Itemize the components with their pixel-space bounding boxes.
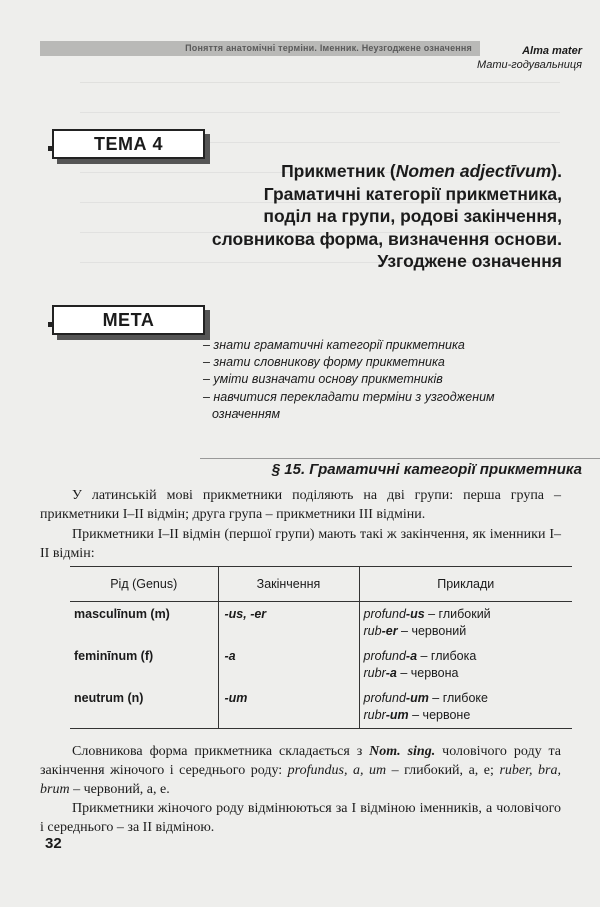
ending-cell: -us, -er bbox=[218, 602, 359, 645]
example-cell: profund-us – глибокий rub-er – червоний bbox=[359, 602, 572, 645]
ending-cell: -a bbox=[218, 644, 359, 686]
table-row bbox=[70, 644, 572, 686]
paragraph-4: Прикметники жіночого роду відмінюються за І відміною іменників, а чоловічого і середнього – за ІІ відміною. bbox=[40, 801, 561, 835]
goal-item: – навчитися перекладати терміни з узгодженим bbox=[203, 389, 495, 404]
title-line-1: Прикметник (Nomen adjectīvum). bbox=[281, 161, 562, 181]
gender-cell: feminīnum (f) bbox=[74, 649, 154, 663]
goals-list bbox=[203, 337, 563, 423]
goal-item: означенням bbox=[212, 406, 281, 421]
table-header-cell: Приклади bbox=[359, 567, 572, 602]
endings-table bbox=[70, 566, 572, 729]
ending-cell: -um bbox=[218, 686, 359, 729]
example-cell: profund-a – глибока rubr-a – червона bbox=[359, 644, 572, 686]
section-heading: § 15. Граматичні категорії прикметника bbox=[271, 461, 582, 478]
running-header: Поняття анатомічні терміни. Іменник. Неузгоджене означення bbox=[40, 41, 480, 56]
gender-cell: masculīnum (m) bbox=[74, 607, 170, 621]
title-line-5: Узгоджене означення bbox=[377, 251, 562, 271]
table-row bbox=[70, 686, 572, 729]
example-cell: profund-um – глибоке rubr-um – червоне bbox=[359, 686, 572, 729]
gender-cell: neutrum (n) bbox=[74, 691, 144, 705]
title-line-2: Граматичні категорії прикметника, bbox=[263, 183, 562, 204]
title-line-3: поділ на групи, родові закінчення, bbox=[263, 206, 562, 226]
topic-tab: ТЕМА 4 bbox=[52, 129, 205, 159]
paragraph-3: Словникова форма прикметника складається з Nom. sing. чоловічого роду та закінчення жіночого і середнього роду: profundus, a, um – глибокий, а, е; ruber, bra, brum – червоний, а, е. bbox=[40, 744, 562, 797]
table-header-cell: Рід (Genus) bbox=[110, 577, 178, 591]
table-header-row bbox=[70, 567, 572, 602]
header-alma-mater: Alma mater bbox=[522, 45, 582, 57]
goal-tab: МЕТА bbox=[52, 305, 205, 335]
section-rule bbox=[200, 458, 600, 459]
paragraph-1: У латинській мові прикметники поділяють на дві групи: перша група – прикметники І–ІІ відмін; друга група – прикметники ІІІ відміни. bbox=[40, 488, 561, 522]
goal-item: – уміти визначати основу прикметників bbox=[203, 372, 443, 387]
topic-title bbox=[162, 160, 562, 273]
title-latin-term: Nomen adjectīvum bbox=[395, 161, 552, 181]
goal-item: – знати граматичні категорії прикметника bbox=[203, 338, 465, 352]
title-line-4: словникова форма, визначення основи. bbox=[211, 228, 562, 249]
table-row bbox=[70, 602, 572, 645]
table-header-cell: Закінчення bbox=[218, 567, 359, 602]
paragraph-2: Прикметники І–ІІ відмін (першої групи) мають такі ж закінчення, як іменники І–ІІ відмін: bbox=[40, 527, 561, 561]
page-number: 32 bbox=[45, 835, 62, 852]
header-translation: Мати-годувальниця bbox=[476, 59, 582, 71]
goal-item: – знати словникову форму прикметника bbox=[203, 355, 445, 370]
